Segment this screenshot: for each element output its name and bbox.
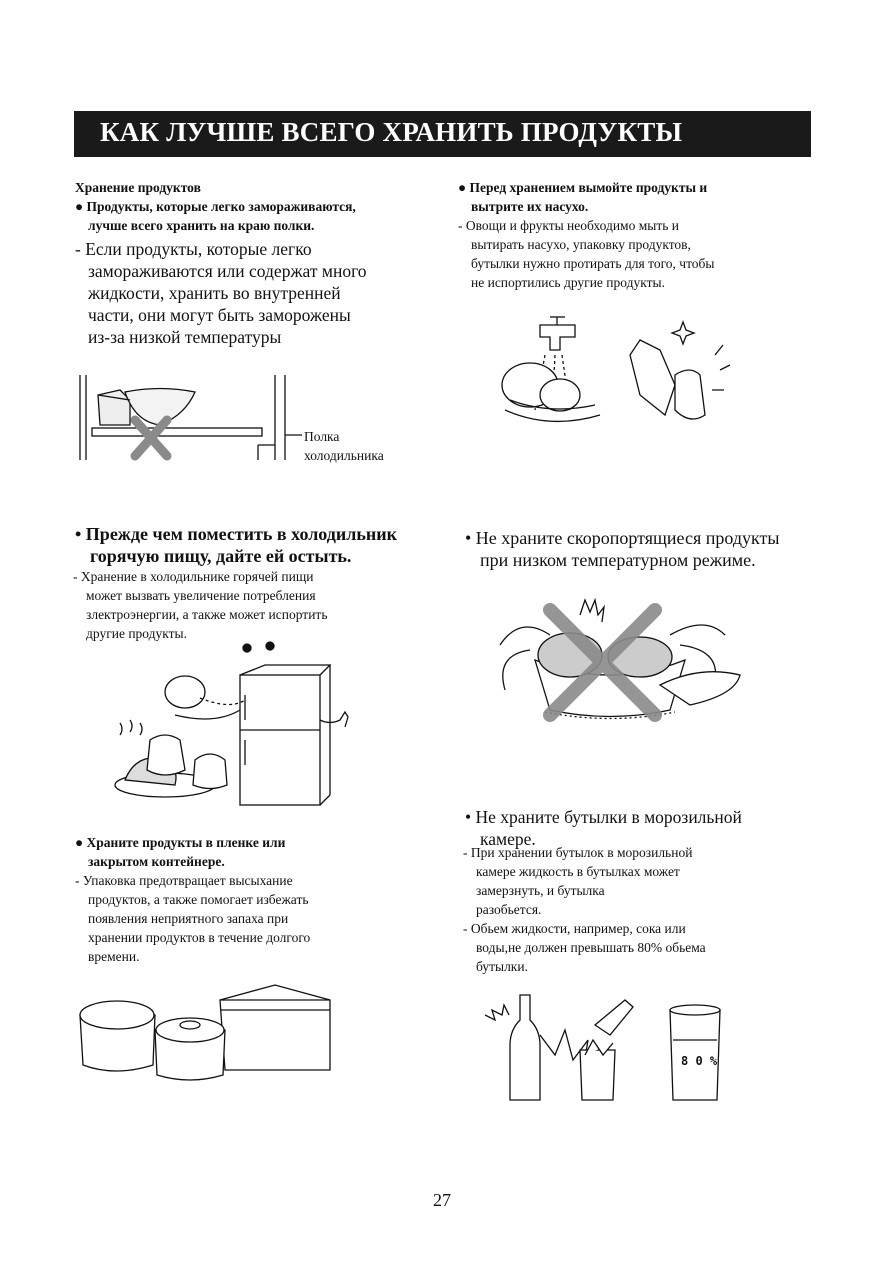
section-bottles-body — [463, 843, 706, 976]
bullet-line: камере. — [480, 829, 536, 849]
bullet-line: закрытом контейнере. — [88, 854, 225, 869]
title-banner — [74, 111, 811, 157]
body-line: не испортились другие продукты. — [471, 275, 665, 290]
containers-illustration — [75, 985, 340, 1085]
bullet-line: ● Продукты, которые легко замораживаются, — [75, 199, 356, 214]
body-line: камере жидкость в бутылках может — [476, 864, 680, 879]
bullet-line: ● Перед хранением вымойте продукты и — [458, 180, 708, 195]
body-line: - Хранение в холодильнике горячей пищи — [73, 569, 314, 584]
body-line: злектроэнергии, а также может испортить — [86, 607, 328, 622]
body-line: жидкости, хранить во внутренней — [88, 283, 341, 303]
bullet-line: горячую пищу, дайте ей остыть. — [90, 546, 352, 566]
body-line: бутылки нужно протирать для того, чтобы — [471, 256, 715, 271]
section-hot-food — [75, 523, 397, 567]
section-perishable — [465, 527, 779, 571]
body-line: продуктов, а также помогает избежать — [88, 892, 309, 907]
body-line: хранении продуктов в течение долгого — [88, 930, 311, 945]
section-wash — [458, 178, 715, 292]
hot-food-fridge-illustration — [105, 640, 355, 810]
bullet-line: • Прежде чем поместить в холодильник — [75, 524, 397, 544]
body-line: замерзнуть, и бутылка — [476, 883, 605, 898]
bottles-illustration — [485, 995, 735, 1105]
body-line: - Упаковка предотвращает высыхание — [75, 873, 293, 888]
body-line: может вызвать увеличение потребления — [86, 588, 316, 603]
bullet-line: вытрите их насухо. — [471, 199, 589, 214]
body-line: из-за низкой температуры — [88, 327, 282, 347]
body-line: времени. — [88, 949, 140, 964]
page-number: 27 — [433, 1190, 451, 1210]
section-storage-body — [75, 238, 367, 348]
page-title: КАК ЛУЧШЕ ВСЕГО ХРАНИТЬ ПРОДУКТЫ — [100, 117, 683, 147]
jar-percent-label: 8 0 % — [681, 1054, 718, 1068]
bullet-line: при низком температурном режиме. — [480, 550, 756, 570]
washing-illustration — [490, 315, 750, 435]
body-line: воды,не должен превышать 80% обьема — [476, 940, 706, 955]
body-line: замораживаются или содержат много — [88, 261, 367, 281]
body-line: - При хранении бутылок в морозильной — [463, 845, 693, 860]
body-line: появления неприятного запаха при — [88, 911, 289, 926]
body-line: другие продукты. — [86, 626, 187, 641]
section-hot-food-body — [73, 567, 327, 643]
body-line: бутылки. — [476, 959, 528, 974]
body-line: части, они могут быть заморожены — [88, 305, 351, 325]
section-storage — [75, 178, 356, 235]
bullet-line: ● Храните продукты в пленке или — [75, 835, 286, 850]
body-line: - Если продукты, которые легко — [75, 239, 312, 259]
section-heading: Хранение продуктов — [75, 180, 201, 195]
cross-mark — [135, 420, 167, 456]
fruit-basket-illustration — [490, 595, 750, 725]
body-line: вытирать насухо, упаковку продуктов, — [471, 237, 691, 252]
body-line: разобьется. — [476, 902, 542, 917]
shelf-label: Полка холодильника — [304, 429, 384, 463]
bullet-line: лучше всего хранить на краю полки. — [88, 218, 315, 233]
bullet-line: • Не храните бутылки в морозильной — [465, 807, 742, 827]
body-line: - Обьем жидкости, например, сока или — [463, 921, 686, 936]
section-container — [75, 833, 310, 966]
body-line: - Овощи и фрукты необходимо мыть и — [458, 218, 679, 233]
bullet-line: • Не храните скоропортящиеся продукты — [465, 528, 780, 548]
